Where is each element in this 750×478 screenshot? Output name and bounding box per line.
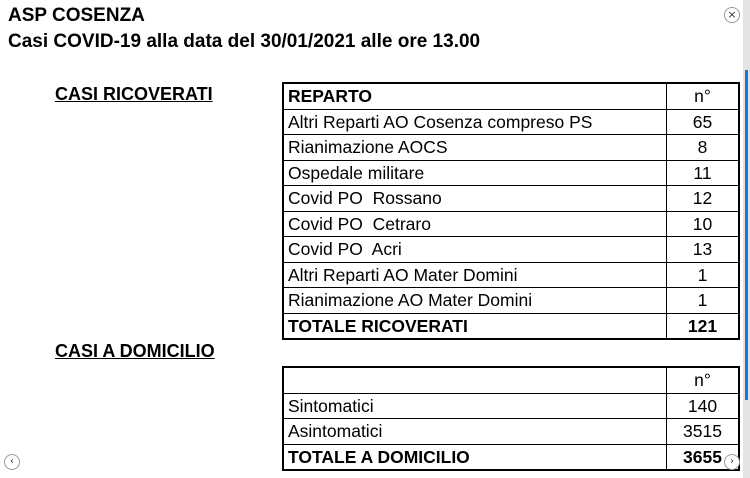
total-value: 3655 xyxy=(667,444,740,470)
scroll-right-icon[interactable]: › xyxy=(724,454,740,470)
table-row xyxy=(283,393,739,419)
ricoverati-table xyxy=(282,82,740,340)
row-value: 12 xyxy=(667,186,740,212)
row-value: 65 xyxy=(667,109,740,135)
table-header-row xyxy=(283,83,739,109)
column-header-n: n° xyxy=(667,83,740,109)
total-label: TOTALE A DOMICILIO xyxy=(283,444,667,470)
row-label: Altri Reparti AO Cosenza compreso PS xyxy=(283,109,667,135)
row-label: Rianimazione AOCS xyxy=(283,135,667,161)
row-label: Sintomatici xyxy=(283,393,667,419)
domicilio-table xyxy=(282,366,740,471)
table-row xyxy=(283,186,739,212)
column-header-n: n° xyxy=(667,367,740,393)
close-icon[interactable]: × xyxy=(724,7,740,23)
row-label: Asintomatici xyxy=(283,419,667,445)
total-row xyxy=(283,313,739,339)
row-label: Altri Reparti AO Mater Domini xyxy=(283,262,667,288)
table-row xyxy=(283,211,739,237)
row-label: Covid PO Rossano xyxy=(283,186,667,212)
window-edge xyxy=(743,0,750,478)
table-row xyxy=(283,419,739,445)
table-row xyxy=(283,262,739,288)
row-label: Covid PO Acri xyxy=(283,237,667,263)
page-title: ASP COSENZA xyxy=(8,5,145,26)
total-row xyxy=(283,444,739,470)
row-label: Ospedale militare xyxy=(283,160,667,186)
total-label: TOTALE RICOVERATI xyxy=(283,313,667,339)
section-casi-ricoverati: CASI RICOVERATI xyxy=(55,84,213,104)
row-value: 11 xyxy=(667,160,740,186)
row-value: 3515 xyxy=(667,419,740,445)
table-row xyxy=(283,135,739,161)
row-label: Covid PO Cetraro xyxy=(283,211,667,237)
total-value: 121 xyxy=(667,313,740,339)
row-value: 1 xyxy=(667,262,740,288)
scroll-left-icon[interactable]: ‹ xyxy=(4,454,20,470)
table-row xyxy=(283,109,739,135)
row-value: 140 xyxy=(667,393,740,419)
row-label: Rianimazione AO Mater Domini xyxy=(283,288,667,314)
table-row xyxy=(283,160,739,186)
row-value: 8 xyxy=(667,135,740,161)
table-row xyxy=(283,288,739,314)
section-casi-a-domicilio: CASI A DOMICILIO xyxy=(55,341,215,361)
column-header-blank xyxy=(283,367,667,393)
row-value: 13 xyxy=(667,237,740,263)
page-subtitle: Casi COVID-19 alla data del 30/01/2021 alle ore 13.00 xyxy=(8,31,481,52)
row-value: 1 xyxy=(667,288,740,314)
table-row xyxy=(283,237,739,263)
table-header-row xyxy=(283,367,739,393)
row-value: 10 xyxy=(667,211,740,237)
scrollbar-thumb[interactable] xyxy=(745,70,748,400)
column-header-reparto: REPARTO xyxy=(283,83,667,109)
